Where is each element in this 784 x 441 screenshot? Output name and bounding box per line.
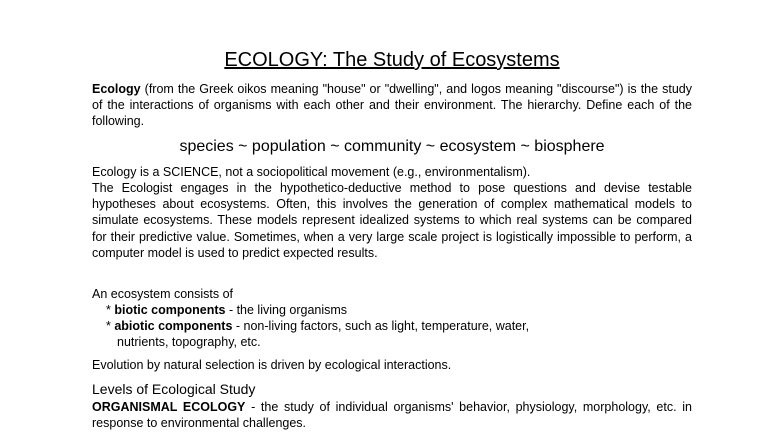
biotic-desc: - the living organisms	[225, 303, 348, 317]
levels-heading: Levels of Ecological Study	[92, 381, 256, 397]
organismal-paragraph	[92, 399, 692, 431]
organismal-term: ORGANISMAL ECOLOGY	[92, 400, 246, 414]
abiotic-term: abiotic components	[114, 319, 233, 333]
intro-paragraph	[92, 81, 692, 130]
hierarchy-line: species ~ population ~ community ~ ecosystem ~ biosphere	[179, 138, 605, 155]
ecosystem-list-item	[106, 318, 529, 334]
ecologist-paragraph: The Ecologist engages in the hypothetico-deductive method to pose questions and devise testable hypotheses about ecosystems. Often, this involves the generation of complex mathematical models to simulate ecosystems. These models represent idealized systems to which real systems can be compared for their predictive value. Sometimes, when a very large scale project is logistically impossible to perform, a computer model is used to predict expected results.	[92, 181, 692, 260]
bullet: *	[106, 319, 115, 333]
ecosystem-list-item	[106, 302, 347, 318]
intro-text: (from the Greek oikos meaning "house" or "dwelling", and logos meaning "discourse") is the study of the interactions of organisms with each other and their environment. The hierarchy. Define each of the following.	[92, 82, 692, 129]
ecology-term: Ecology	[92, 82, 141, 96]
evolution-line: Evolution by natural selection is driven by ecological interactions.	[92, 358, 452, 372]
abiotic-continuation: nutrients, topography, etc.	[117, 335, 261, 349]
abiotic-desc: - non-living factors, such as light, temperature, water,	[232, 319, 530, 333]
organismal-text: - the study of individual organisms' behavior, physiology, morphology, etc. in response to environmental challenges.	[92, 400, 692, 431]
biotic-term: biotic components	[114, 303, 226, 317]
page-title: ECOLOGY: The Study of Ecosystems	[224, 49, 560, 71]
science-line: Ecology is a SCIENCE, not a sociopolitical movement (e.g., environmentalism).	[92, 165, 531, 179]
bullet: *	[106, 303, 115, 317]
ecosystem-lead: An ecosystem consists of	[92, 287, 234, 301]
